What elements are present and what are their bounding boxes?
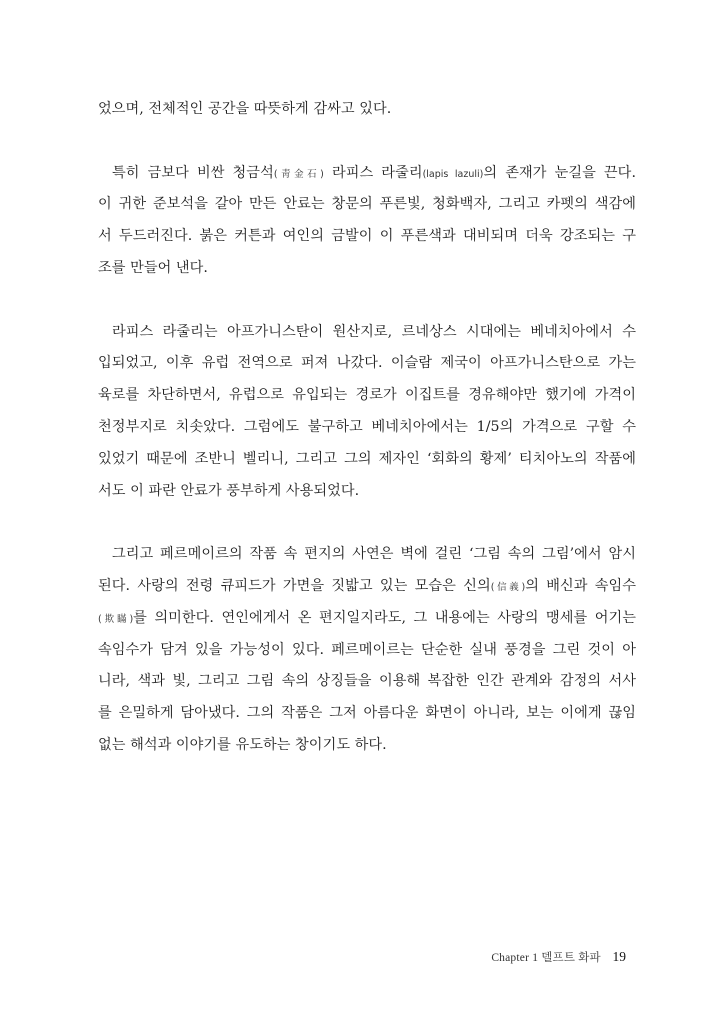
text-segment: 의 배신과 속임수 [525,577,636,594]
hanja-annotation: (靑金石) [273,168,324,180]
text-segment: 속임수가 담겨 있을 가능성이 있다. 페르메이르는 단순한 실내 풍경을 그린 것이 아 [98,641,636,658]
text-line [98,476,636,508]
text-segment: 서 두드러진다. 붉은 커튼과 여인의 금발이 이 푸른색과 대비되며 더욱 강조되는 구 [98,228,636,245]
text-segment: 라피스 라줄리는 아프가니스탄이 원산지로, 르네상스 시대에는 베네치아에서 수 [112,323,636,340]
text-line [98,380,636,412]
hanja-annotation: (lapis lazuli) [422,168,484,180]
hanja-annotation: (信義) [490,581,526,593]
body-text [98,94,636,762]
text-line [98,539,636,571]
text-segment: 입되었고, 이후 유럽 전역으로 퍼져 나갔다. 이슬람 제국이 아프가니스탄으로 가는 [98,355,636,372]
text-segment: 를 의미한다. 연인에게서 온 편지일지라도, 그 내용에는 사랑의 맹세를 어기는 [133,609,636,626]
text-line [98,94,636,126]
text-segment: 의 존재가 눈길을 끈다. [483,164,636,181]
running-footer-chapter: Chapter 1 델프트 화파 [491,952,601,964]
paragraph [98,158,636,285]
paragraph-gap [98,285,636,317]
paragraph [98,317,636,508]
text-line [98,253,636,285]
text-line [98,189,636,221]
text-segment: 었으며, 전체적인 공간을 따뜻하게 감싸고 있다. [98,101,392,117]
text-segment: 된다. 사랑의 전령 큐피드가 가면을 짓밟고 있는 모습은 신의 [98,577,491,594]
text-line [98,698,636,730]
text-segment: 이 귀한 준보석을 갈아 만든 안료는 창문의 푸른빛, 청화백자, 그리고 카펫의 색감에 [98,196,636,213]
page-number: 19 [612,949,626,964]
text-segment: 그리고 페르메이르의 작품 속 편지의 사연은 벽에 걸린 ‘그림 속의 그림’에서 암시 [112,546,636,563]
text-segment: 서도 이 파란 안료가 풍부하게 사용되었다. [98,482,360,499]
text-line [98,666,636,698]
paragraph [98,94,636,126]
text-line [98,444,636,476]
text-line [98,317,636,349]
text-segment: 라피스 라줄리 [323,164,423,181]
text-line [98,221,636,253]
text-segment: 천정부지로 치솟았다. 그럼에도 불구하고 베네치아에서는 1/5의 가격으로 구할 수 [98,418,636,435]
text-line [98,412,636,444]
paragraph-gap [98,507,636,539]
text-segment: 니라, 색과 빛, 그리고 그림 속의 상징들을 이용해 복잡한 인간 관계와 감정의 서사 [98,673,636,690]
text-segment: 를 은밀하게 담아냈다. 그의 작품은 그저 아름다운 화면이 아니라, 보는 이에게 끊임 [98,705,636,722]
text-segment: 육로를 차단하면서, 유럽으로 유입되는 경로가 이집트를 경유해야만 했기에 가격이 [98,387,636,404]
text-line [98,348,636,380]
paragraph-gap [98,126,636,158]
page-footer [491,946,626,968]
text-line [98,158,636,190]
text-segment: 없는 해석과 이야기를 유도하는 창이기도 하다. [98,736,387,753]
paragraph [98,539,636,762]
text-segment: 특히 금보다 비싼 청금석 [112,164,274,181]
text-line [98,730,636,762]
text-line [98,603,636,635]
text-line [98,635,636,667]
hanja-annotation: (欺瞞) [98,613,134,625]
text-segment: 조를 만들어 낸다. [98,259,208,276]
text-segment: 있었기 때문에 조반니 벨리니, 그리고 그의 제자인 ‘회화의 황제’ 티치아노의 작품에 [98,450,636,467]
text-line [98,571,636,603]
